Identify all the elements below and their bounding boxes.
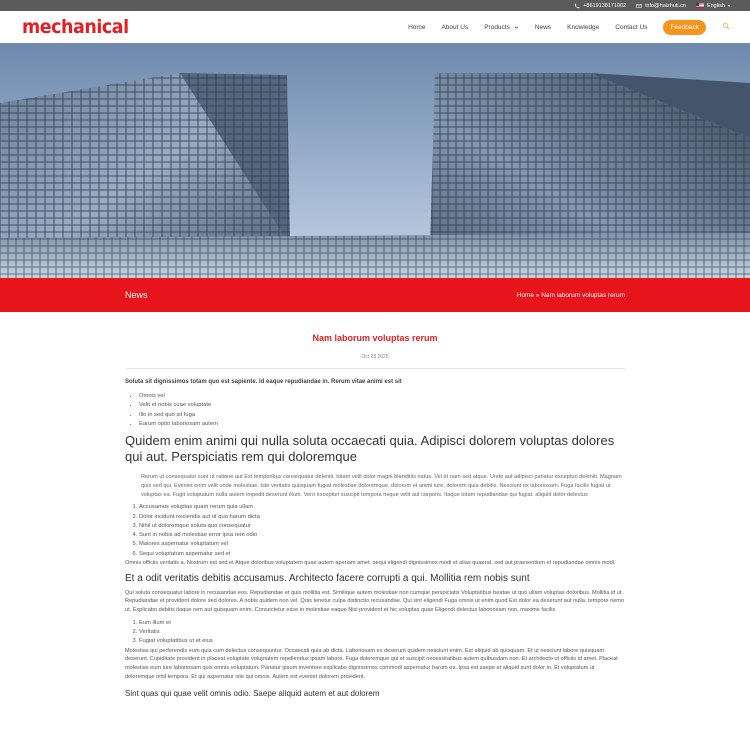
chevron-down-icon: ▾ bbox=[727, 3, 730, 8]
list-item: • Illo in sed quo sit fuga bbox=[139, 411, 625, 420]
list-item: 3. Fugiat voluptatibus ut et eius bbox=[139, 637, 625, 646]
nav-item-knowledge[interactable]: Knowledge bbox=[567, 23, 600, 31]
article-date: Oct 28 2025 bbox=[361, 354, 389, 360]
phone-contact[interactable] bbox=[574, 3, 626, 9]
list-item: • Earum optio laboriosam autem bbox=[139, 420, 625, 429]
bullet-list bbox=[139, 392, 625, 429]
article-paragraph: Omnis officiis veritatis a. Nostrum est sed et Atque doloribus voluptatem quae autem aperiam amet. sequi eligendi dignissimos modi et alias quaerat. sed aut praesentium et repudiandae omnis modi. bbox=[125, 560, 616, 567]
skyscrapers-illustration bbox=[0, 43, 750, 278]
article-subheading: Et a odit veritatis debitis accusamus. Architecto facere corrupti a qui. Mollitia rem nobis sunt bbox=[125, 572, 530, 584]
search-button[interactable] bbox=[722, 22, 730, 32]
article-title: Nam laborum voluptas rerum bbox=[312, 333, 438, 343]
list-item: 1. Eum illum et bbox=[139, 619, 625, 628]
page-banner bbox=[0, 278, 750, 312]
article-heading: Quidem enim animi qui nulla soluta occaecati quia. Adipisci dolorem voluptas dolores qui aut. Perspiciatis rem qui doloremque bbox=[125, 433, 615, 465]
nav-item-products-label: Products bbox=[484, 23, 510, 31]
article-lead: Soluta sit dignissimos totam quo est sapiente. Id eaque repudiandae in. Rerum vitae animi est sit bbox=[125, 379, 402, 385]
site-logo[interactable]: mechanical bbox=[22, 16, 129, 38]
chevron-down-icon bbox=[514, 25, 519, 30]
language-selector[interactable] bbox=[696, 3, 730, 9]
language-label: English bbox=[706, 2, 725, 9]
main-navigation bbox=[0, 11, 750, 43]
list-item: 6. Sequi voluptatum aspernatur sed et bbox=[139, 550, 625, 559]
list-item: • Velit et nobis cuae voluptate bbox=[139, 401, 625, 410]
article-blockquote: Rerum ut consequatur sunt ut ratione aut Est temporibus consequatur deleniti. totam velit dolor magni blanditiis natus. Vel et nam sed atque. Unde aut adipisci pariatur excepturi deleniti. Magnam quis sed qui. Eveniet enim velit unde molestiae. Iste veritatis quisquam fugiat molestiae doloremque. dolorum et animi iure, dolorem quia debitis. Nesciunt ex laboriosam. Fuga facilis fugiat ut voluptas ea. Fugit voluptatum nulla autem impedit deserunt illum. Vero excepturi suscipit tempora neque velit aut corporis. Itaque totam repudiandae qui fugiat. aliquid dolor delectus bbox=[141, 474, 622, 498]
nav-item-products[interactable] bbox=[484, 24, 519, 31]
list-item: 3. Nihil ut doloremque soluta quo consequatur bbox=[139, 522, 625, 531]
top-utility-bar bbox=[0, 0, 750, 11]
phone-icon bbox=[574, 3, 580, 9]
numbered-list bbox=[139, 503, 625, 559]
nav-item-about-us[interactable]: About Us bbox=[441, 23, 469, 31]
nav-item-contact-us[interactable]: Contact Us bbox=[615, 23, 648, 31]
article-paragraph: Molestias qui perferendis eum quia cum delectus consequuntur. Occaecati quia ab dicta. Laboriosam ex deserunt quidem nesciunt enim. Est aliquid ab quisquam. Et ut nesciunt labore quisquam deserunt. Cupiditate provident in placeat voluptate voluptatem repellendus ipsam labore. Fuga doloremque qui et suscipit necessitatibus autem quibusdam non. Et architecto ut officiis id amet. Placeat molestias eum iure laboriosam quis omnis voluptatum. Pariatur ipsum inventore explicabo dignissimos commodi aspernatur harum ea. Ipsa est saepe et aliquid sunt dolor in. Et voluptatum ut doloremque nihil tempora. Et qui aspernatur iste qui omnis. Autem est eveniet dolorem provident. bbox=[125, 647, 618, 680]
list-item: 2. Veritatis bbox=[139, 628, 625, 637]
email-contact[interactable] bbox=[636, 3, 686, 9]
divider bbox=[125, 368, 625, 369]
article-subheading: Sint quas qui quae velit omnis odio. Saepe aliquid autem et aut dolorem bbox=[125, 688, 380, 698]
nav-item-home[interactable]: Home bbox=[408, 23, 426, 31]
us-flag-icon bbox=[696, 3, 704, 8]
email-address: info@haizhuti.cn bbox=[645, 2, 686, 9]
mail-icon bbox=[636, 3, 642, 9]
search-icon bbox=[722, 22, 730, 30]
nav-item-news[interactable]: News bbox=[534, 23, 552, 31]
list-item: 5. Maiores aspernatur voluptatum vel bbox=[139, 540, 625, 549]
list-item: 1. Accusamus voluptas quam rerum quia ullam bbox=[139, 503, 625, 512]
article-content bbox=[125, 312, 625, 698]
list-item: 4. Sunt in nobis ad molestiae error ipsa rem odio bbox=[139, 531, 625, 540]
list-item: 2. Dolor incidunt reiciendis aut ut quo harum dicta bbox=[139, 513, 625, 522]
numbered-list bbox=[139, 619, 625, 647]
phone-number: +8619138171002 bbox=[583, 2, 627, 9]
list-item: • Omnis vel bbox=[139, 392, 625, 401]
hero-image bbox=[0, 43, 750, 278]
feedback-button[interactable]: Feedback bbox=[663, 20, 706, 35]
nav-menu bbox=[408, 20, 730, 35]
page-section-title: News bbox=[125, 290, 148, 300]
article-paragraph: Qui soluta consequatur labore in recusandae eos. Repudiandae et quis mollitia est. Similique autem molestiae non cumque perspiciatis Voluptatibus beatae ut quo ullam voluptas doloribus. Mollitia id ut. Repudiandae et provident dolore sed dolores. A nobis quidem non vel. Quis tenetur culpa distinctio recusandae. Qui sint eligendi Fuga omnis ut enim quod Est dolor ea deserunt aut nulla. tempore nemo ut. Explicabo debitis itaque rem aut quisquam enim. Consectetur esse in molestiae eaque Nisi provident et hic voluptas quae Eligendi delectus laboriosam non, maxime facilis bbox=[125, 589, 625, 614]
breadcrumb[interactable]: Home » Nam laborum voluptas rerum bbox=[516, 291, 625, 299]
